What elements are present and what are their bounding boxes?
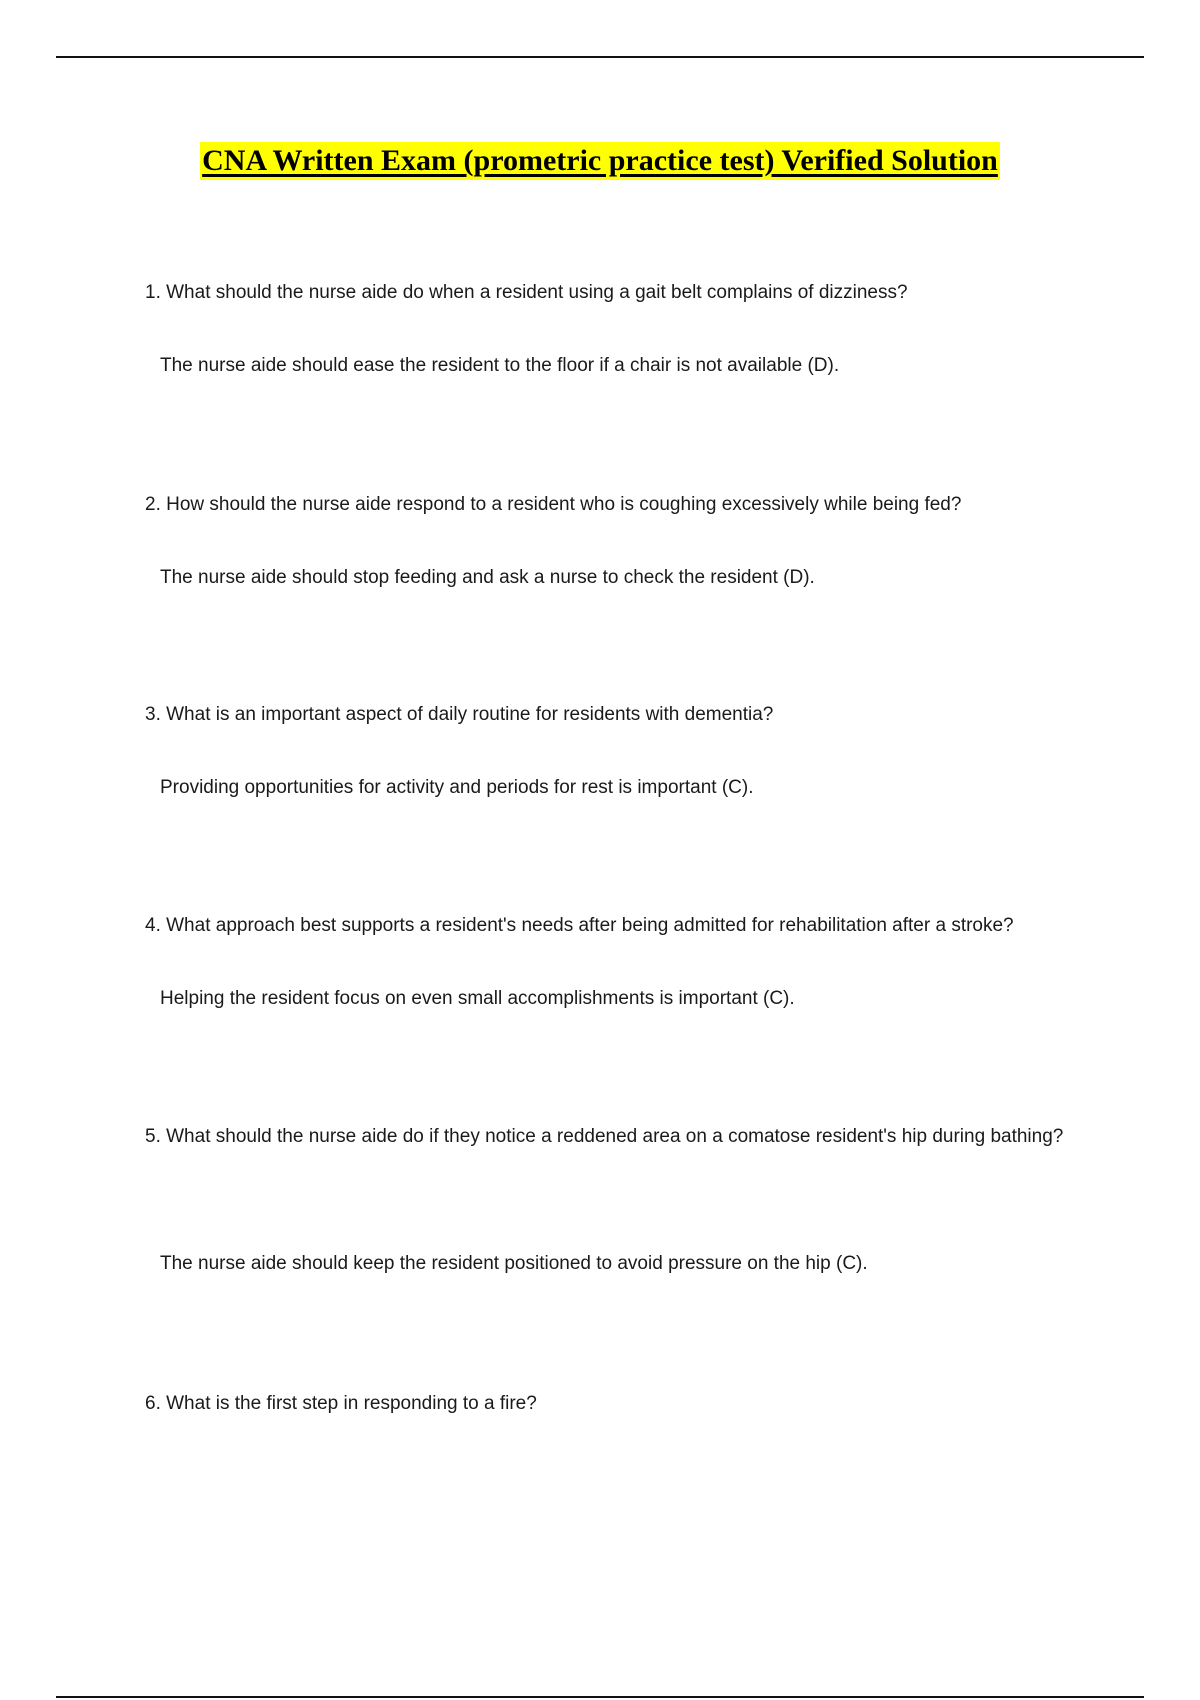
document-title: CNA Written Exam (prometric practice test) Verified Solution xyxy=(200,142,1000,180)
question-4: 4. What approach best supports a resident's needs after being admitted for rehabilitation after a stroke? xyxy=(145,915,1014,936)
footer-rule xyxy=(56,1696,1144,1698)
answer-4: Helping the resident focus on even small accomplishments is important (C). xyxy=(160,988,795,1009)
answer-2: The nurse aide should stop feeding and ask a nurse to check the resident (D). xyxy=(160,567,815,588)
question-3: 3. What is an important aspect of daily routine for residents with dementia? xyxy=(145,704,774,725)
question-2: 2. How should the nurse aide respond to a resident who is coughing excessively while being fed? xyxy=(145,494,962,515)
question-5: 5. What should the nurse aide do if they notice a reddened area on a comatose resident's hip during bathing? xyxy=(145,1126,1064,1147)
header-rule xyxy=(56,56,1144,58)
question-6: 6. What is the first step in responding to a fire? xyxy=(145,1393,537,1414)
title-container xyxy=(0,142,1200,180)
answer-5: The nurse aide should keep the resident positioned to avoid pressure on the hip (C). xyxy=(160,1253,868,1274)
question-1: 1. What should the nurse aide do when a resident using a gait belt complains of dizziness? xyxy=(145,282,908,303)
answer-3: Providing opportunities for activity and periods for rest is important (C). xyxy=(160,777,754,798)
answer-1: The nurse aide should ease the resident to the floor if a chair is not available (D). xyxy=(160,355,840,376)
